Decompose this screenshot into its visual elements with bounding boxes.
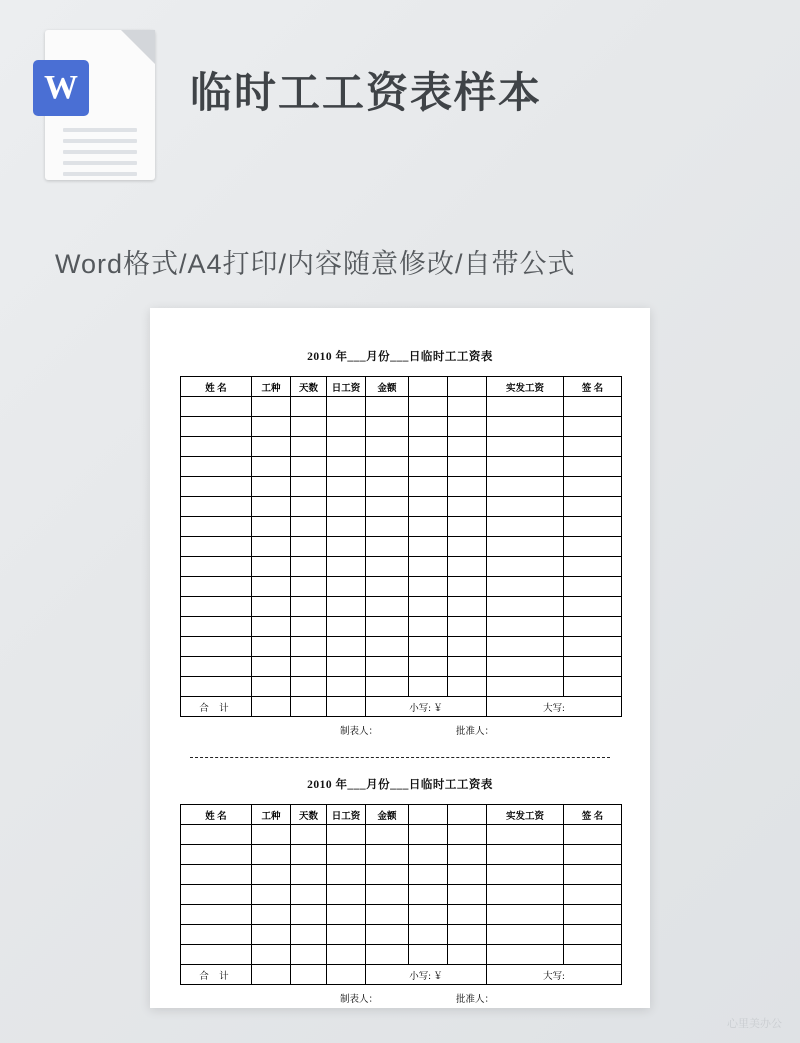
table-cell (181, 437, 252, 457)
table-cell (448, 677, 487, 697)
table-cell (564, 457, 622, 477)
table-cell (366, 537, 409, 557)
table-cell (564, 417, 622, 437)
table-cell (252, 925, 291, 945)
table-cell (448, 517, 487, 537)
table-cell (291, 477, 327, 497)
table-cell (181, 417, 252, 437)
cut-line-divider (190, 757, 610, 758)
column-header-blank-2 (448, 805, 487, 825)
table-cell (252, 617, 291, 637)
table-cell (448, 477, 487, 497)
table-cell (181, 397, 252, 417)
table-row (181, 397, 622, 417)
table-cell (366, 657, 409, 677)
table-cell (181, 885, 252, 905)
column-header-amount: 金额 (366, 805, 409, 825)
table-cell (409, 925, 448, 945)
column-header-name: 姓 名 (181, 377, 252, 397)
table-cell (564, 577, 622, 597)
table-cell (181, 845, 252, 865)
form-title-bottom: 2010 年___月份___日临时工工资表 (307, 779, 493, 791)
table-cell (409, 557, 448, 577)
table-cell (409, 477, 448, 497)
total-job-type-cell (252, 697, 291, 717)
table-row (181, 637, 622, 657)
payroll-table-bottom (180, 804, 622, 985)
column-header-blank-1 (409, 805, 448, 825)
table-cell (564, 617, 622, 637)
table-cell (487, 825, 564, 845)
table-cell (448, 417, 487, 437)
table-cell (291, 577, 327, 597)
table-cell (564, 557, 622, 577)
table-cell (366, 517, 409, 537)
table-cell (487, 885, 564, 905)
table-row (181, 617, 622, 637)
table-cell (291, 865, 327, 885)
table-cell (291, 885, 327, 905)
total-days-cell (291, 697, 327, 717)
table-cell (181, 637, 252, 657)
table-cell (181, 517, 252, 537)
table-header-row (181, 377, 622, 397)
table-cell (409, 457, 448, 477)
table-cell (181, 865, 252, 885)
table-row (181, 845, 622, 865)
table-cell (291, 925, 327, 945)
table-cell (366, 677, 409, 697)
table-body-bottom (181, 825, 622, 965)
table-cell (181, 537, 252, 557)
table-cell (181, 617, 252, 637)
table-cell (564, 537, 622, 557)
table-cell (252, 477, 291, 497)
table-cell (487, 637, 564, 657)
signature-line-bottom (190, 991, 610, 1005)
word-letter-badge: W (33, 60, 89, 116)
column-header-amount: 金额 (366, 377, 409, 397)
table-cell (366, 905, 409, 925)
table-cell (252, 825, 291, 845)
table-cell (252, 537, 291, 557)
table-cell (291, 845, 327, 865)
lower-case-amount-top: 小写: ￥ (366, 697, 487, 717)
table-cell (366, 597, 409, 617)
table-cell (564, 905, 622, 925)
table-row (181, 825, 622, 845)
table-cell (291, 617, 327, 637)
table-cell (327, 885, 366, 905)
table-cell (564, 677, 622, 697)
table-cell (564, 657, 622, 677)
payroll-table-top (180, 376, 622, 717)
table-cell (564, 517, 622, 537)
table-cell (181, 477, 252, 497)
table-cell (366, 637, 409, 657)
table-cell (327, 825, 366, 845)
table-cell (291, 517, 327, 537)
table-cell (366, 457, 409, 477)
table-cell (291, 597, 327, 617)
table-row (181, 597, 622, 617)
table-row (181, 517, 622, 537)
table-cell (564, 945, 622, 965)
word-document-icon (45, 30, 155, 180)
table-cell (448, 637, 487, 657)
table-cell (487, 537, 564, 557)
table-cell (409, 417, 448, 437)
table-cell (487, 657, 564, 677)
table-cell (366, 497, 409, 517)
table-cell (366, 397, 409, 417)
table-cell (327, 865, 366, 885)
table-cell (564, 397, 622, 417)
table-cell (327, 417, 366, 437)
table-cell (327, 457, 366, 477)
table-cell (487, 597, 564, 617)
table-cell (291, 417, 327, 437)
table-cell (448, 885, 487, 905)
table-cell (564, 597, 622, 617)
table-cell (252, 417, 291, 437)
upper-case-amount-bottom: 大写: (487, 965, 622, 985)
table-row (181, 497, 622, 517)
table-cell (564, 497, 622, 517)
table-cell (564, 437, 622, 457)
table-cell (252, 577, 291, 597)
approver-label-bottom: 批准人： (456, 995, 495, 1005)
table-cell (409, 945, 448, 965)
table-cell (291, 905, 327, 925)
table-cell (291, 397, 327, 417)
table-cell (487, 477, 564, 497)
table-cell (487, 925, 564, 945)
table-cell (564, 925, 622, 945)
table-cell (564, 825, 622, 845)
total-days-cell (291, 965, 327, 985)
table-cell (181, 577, 252, 597)
table-cell (366, 437, 409, 457)
table-cell (366, 557, 409, 577)
table-cell (252, 945, 291, 965)
table-cell (291, 497, 327, 517)
table-row (181, 865, 622, 885)
table-cell (409, 617, 448, 637)
table-cell (564, 865, 622, 885)
table-cell (327, 597, 366, 617)
total-daily-cell (327, 697, 366, 717)
table-cell (487, 397, 564, 417)
table-cell (448, 905, 487, 925)
table-cell (181, 677, 252, 697)
icon-page-fold (121, 30, 155, 64)
table-cell (564, 885, 622, 905)
table-row (181, 417, 622, 437)
table-cell (487, 517, 564, 537)
table-cell (448, 925, 487, 945)
table-cell (487, 677, 564, 697)
table-cell (252, 845, 291, 865)
table-cell (409, 905, 448, 925)
table-cell (252, 497, 291, 517)
table-cell (409, 657, 448, 677)
table-cell (252, 457, 291, 477)
table-cell (291, 657, 327, 677)
table-cell (327, 945, 366, 965)
column-header-days: 天数 (291, 377, 327, 397)
table-row (181, 477, 622, 497)
table-cell (252, 437, 291, 457)
table-cell (252, 657, 291, 677)
table-cell (327, 905, 366, 925)
table-cell (291, 677, 327, 697)
page-subtitle: Word格式/A4打印/内容随意修改/自带公式 (55, 249, 576, 279)
table-cell (327, 637, 366, 657)
table-cell (327, 517, 366, 537)
table-cell (409, 517, 448, 537)
table-cell (252, 597, 291, 617)
column-header-blank-1 (409, 377, 448, 397)
site-watermark: 心里美办公 (727, 1018, 782, 1030)
table-cell (181, 497, 252, 517)
table-cell (252, 865, 291, 885)
signature-line-top (190, 723, 610, 737)
table-cell (327, 657, 366, 677)
table-cell (409, 637, 448, 657)
table-cell (487, 845, 564, 865)
table-cell (409, 597, 448, 617)
table-cell (564, 637, 622, 657)
column-header-signature: 签 名 (564, 805, 622, 825)
table-cell (448, 865, 487, 885)
table-row (181, 905, 622, 925)
table-row (181, 577, 622, 597)
table-cell (409, 677, 448, 697)
table-cell (252, 885, 291, 905)
table-cell (487, 577, 564, 597)
table-cell (448, 597, 487, 617)
table-cell (327, 397, 366, 417)
page-header (0, 0, 800, 180)
table-cell (487, 865, 564, 885)
table-cell (487, 437, 564, 457)
table-cell (327, 577, 366, 597)
table-cell (181, 457, 252, 477)
document-preview-page (150, 308, 650, 1008)
table-cell (327, 617, 366, 637)
table-cell (366, 417, 409, 437)
table-cell (448, 845, 487, 865)
table-cell (366, 885, 409, 905)
table-cell (409, 865, 448, 885)
table-cell (252, 637, 291, 657)
table-cell (366, 577, 409, 597)
table-cell (564, 845, 622, 865)
page-title: 临时工工资表样本 (190, 69, 543, 116)
table-cell (409, 845, 448, 865)
table-cell (487, 457, 564, 477)
table-cell (327, 677, 366, 697)
table-cell (448, 945, 487, 965)
table-cell (181, 557, 252, 577)
table-cell (366, 945, 409, 965)
table-cell (487, 905, 564, 925)
table-cell (448, 397, 487, 417)
column-header-daily-wage: 日工资 (327, 805, 366, 825)
table-cell (366, 477, 409, 497)
lower-case-amount-bottom: 小写: ￥ (366, 965, 487, 985)
table-cell (252, 397, 291, 417)
title-block (155, 30, 542, 120)
column-header-days: 天数 (291, 805, 327, 825)
table-cell (409, 825, 448, 845)
column-header-daily-wage: 日工资 (327, 377, 366, 397)
table-cell (409, 497, 448, 517)
table-cell (448, 825, 487, 845)
table-cell (181, 825, 252, 845)
total-daily-cell (327, 965, 366, 985)
table-cell (366, 825, 409, 845)
table-row (181, 885, 622, 905)
table-cell (409, 397, 448, 417)
table-cell (291, 457, 327, 477)
table-cell (366, 925, 409, 945)
table-cell (448, 657, 487, 677)
column-header-name: 姓 名 (181, 805, 252, 825)
table-cell (409, 885, 448, 905)
table-cell (487, 417, 564, 437)
table-cell (487, 617, 564, 637)
table-cell (252, 905, 291, 925)
table-cell (327, 437, 366, 457)
table-cell (487, 497, 564, 517)
table-row (181, 657, 622, 677)
total-label-top: 合 计 (181, 697, 252, 717)
table-cell (487, 557, 564, 577)
column-header-job-type: 工种 (252, 805, 291, 825)
table-row (181, 677, 622, 697)
table-cell (291, 437, 327, 457)
table-cell (448, 537, 487, 557)
table-cell (327, 557, 366, 577)
table-cell (564, 477, 622, 497)
table-cell (327, 497, 366, 517)
table-body-top (181, 397, 622, 697)
table-cell (409, 437, 448, 457)
form-title-top: 2010 年___月份___日临时工工资表 (307, 351, 493, 363)
table-cell (409, 577, 448, 597)
column-header-signature: 签 名 (564, 377, 622, 397)
total-label-bottom: 合 计 (181, 965, 252, 985)
table-cell (291, 637, 327, 657)
table-header-row (181, 805, 622, 825)
table-cell (291, 557, 327, 577)
icon-text-lines (63, 128, 137, 183)
table-cell (366, 865, 409, 885)
table-cell (252, 557, 291, 577)
maker-label-top: 制表人： (340, 727, 379, 737)
table-total-row-bottom (181, 965, 622, 985)
table-row (181, 557, 622, 577)
table-cell (327, 537, 366, 557)
column-header-actual-wage: 实发工资 (487, 805, 564, 825)
table-cell (181, 925, 252, 945)
table-row (181, 945, 622, 965)
table-cell (291, 537, 327, 557)
table-cell (327, 845, 366, 865)
table-cell (448, 497, 487, 517)
total-job-type-cell (252, 965, 291, 985)
table-cell (291, 825, 327, 845)
column-header-job-type: 工种 (252, 377, 291, 397)
table-cell (327, 925, 366, 945)
table-cell (181, 597, 252, 617)
table-cell (366, 845, 409, 865)
table-cell (181, 905, 252, 925)
upper-case-amount-top: 大写: (487, 697, 622, 717)
maker-label-bottom: 制表人： (340, 995, 379, 1005)
table-cell (291, 945, 327, 965)
table-cell (181, 945, 252, 965)
table-row (181, 457, 622, 477)
table-total-row-top (181, 697, 622, 717)
table-cell (252, 677, 291, 697)
table-cell (409, 537, 448, 557)
table-cell (448, 437, 487, 457)
table-cell (487, 945, 564, 965)
table-cell (448, 557, 487, 577)
table-cell (366, 617, 409, 637)
column-header-actual-wage: 实发工资 (487, 377, 564, 397)
table-cell (327, 477, 366, 497)
table-row (181, 925, 622, 945)
approver-label-top: 批准人： (456, 727, 495, 737)
table-row (181, 537, 622, 557)
table-row (181, 437, 622, 457)
table-cell (448, 577, 487, 597)
table-cell (448, 617, 487, 637)
table-cell (448, 457, 487, 477)
table-cell (181, 657, 252, 677)
column-header-blank-2 (448, 377, 487, 397)
table-cell (252, 517, 291, 537)
